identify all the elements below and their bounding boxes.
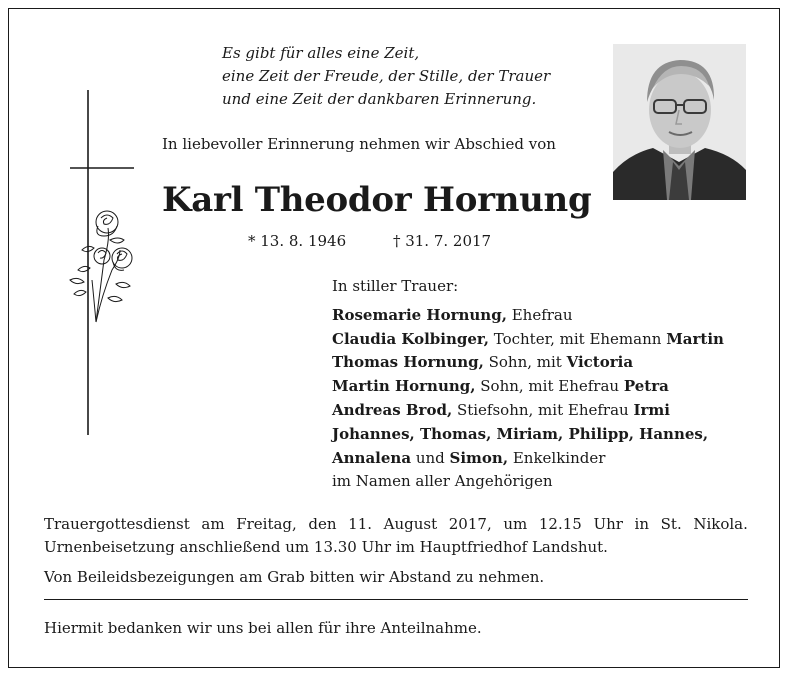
mourner-relation: Sohn, mit: [483, 353, 567, 372]
mourner-row: [332, 351, 772, 375]
mourner-row: [332, 447, 772, 471]
service-word: um: [503, 515, 528, 533]
mourner-row: [332, 470, 772, 494]
mourner-name: Martin Hornung,: [332, 377, 476, 396]
mourner-name: Thomas Hornung,: [332, 353, 484, 372]
service-word: August: [383, 515, 438, 533]
mourner-name: Johannes, Thomas, Miriam, Philipp, Hannes,: [332, 424, 709, 443]
service-word: den: [308, 515, 337, 533]
mourner-row: [332, 375, 772, 399]
mourner-relation: Stiefsohn, mit Ehefrau: [452, 400, 634, 419]
thanks-note: Hiermit bedanken wir uns bei allen für ihre Anteilnahme.: [44, 619, 482, 637]
cross-with-roses-icon: [60, 90, 150, 440]
mourner-relation: Tochter, mit Ehemann: [488, 329, 667, 348]
mourner-name: Victoria: [566, 353, 634, 372]
service-word: St.: [660, 515, 682, 533]
mourner-row: [332, 423, 772, 447]
quote-block: [222, 42, 602, 111]
intro-text: In liebevoller Erinnerung nehmen wir Abschied von: [162, 135, 556, 153]
mourner-row: [332, 328, 772, 352]
service-word: 12.15: [538, 515, 582, 533]
deceased-name: Karl Theodor Hornung: [162, 180, 592, 220]
service-info: [44, 513, 748, 559]
burial-line: Urnenbeisetzung anschließend um 13.30 Uhr im Hauptfriedhof Landshut.: [44, 538, 608, 556]
service-word: Trauergottesdienst: [44, 515, 190, 533]
service-word: Freitag,: [236, 515, 297, 533]
service-line: [44, 513, 748, 536]
divider: [44, 599, 748, 600]
mourner-name: Andreas Brod,: [332, 400, 453, 419]
mourner-relation: Ehefrau: [506, 305, 573, 324]
mourner-relation: Enkelkinder: [508, 448, 606, 467]
mourner-name: Petra: [623, 377, 669, 396]
mourner-name: Irmi: [633, 400, 670, 419]
quote-line: Es gibt für alles eine Zeit,: [222, 44, 420, 62]
birth-date: * 13. 8. 1946: [248, 232, 347, 250]
mourner-relation: und: [411, 448, 450, 467]
death-date: † 31. 7. 2017: [392, 232, 492, 250]
mourner-name: Claudia Kolbinger,: [332, 329, 489, 348]
quote-line: und eine Zeit der dankbaren Erinnerung.: [222, 90, 537, 108]
mourner-relation: Sohn, mit Ehefrau: [475, 377, 624, 396]
service-word: 11.: [348, 515, 373, 533]
quote-line: eine Zeit der Freude, der Stille, der Trauer: [222, 67, 551, 85]
service-word: 2017,: [448, 515, 492, 533]
portrait-photo: [613, 44, 746, 200]
service-word: Uhr: [593, 515, 623, 533]
service-word: in: [634, 515, 650, 533]
service-word: Nikola.: [693, 515, 748, 533]
mourners-heading: In stiller Trauer:: [332, 277, 459, 295]
condolences-note: Von Beileidsbezeigungen am Grab bitten wir Abstand zu nehmen.: [44, 568, 545, 586]
mourners-block: [332, 275, 772, 494]
life-dates: [248, 230, 588, 252]
mourner-name: Annalena: [332, 448, 412, 467]
mourners-list: [332, 304, 772, 494]
mourner-name: Simon,: [449, 448, 509, 467]
mourner-name: Rosemarie Hornung,: [332, 305, 507, 324]
mourner-row: [332, 399, 772, 423]
service-word: am: [201, 515, 225, 533]
mourner-relation: im Namen aller Angehörigen: [332, 472, 553, 491]
mourner-row: [332, 304, 772, 328]
mourner-name: Martin: [666, 329, 724, 348]
